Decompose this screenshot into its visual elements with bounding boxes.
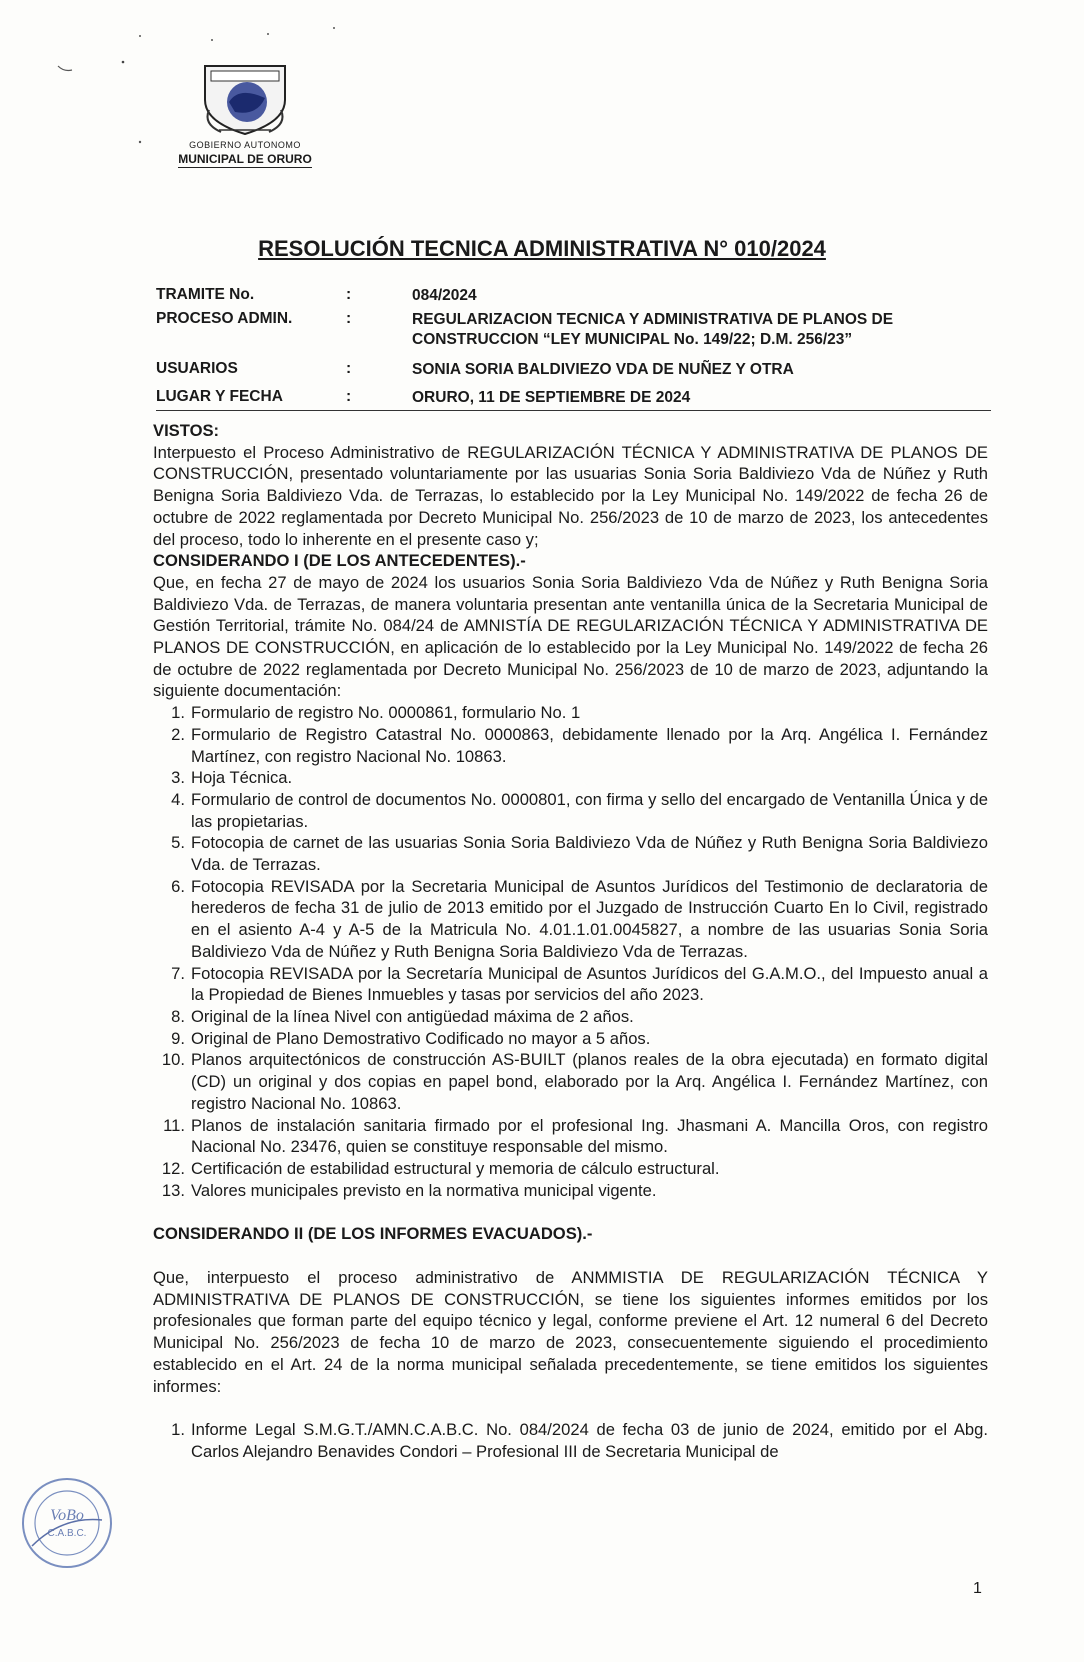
vistos-paragraph: Interpuesto el Proceso Administrativo de REGULARIZACIÓN TÉCNICA Y ADMINISTRATIVA DE PLANOS DE CONSTRUCCIÓN, presentado voluntariamente por las usuarias Sonia Soria Baldiviezo Vda de Núñez y Ruth Benigna Soria Baldiviezo Vda. de Terrazas, lo establecido por la Ley Municipal No. 149/2022 de fecha 26 de octubre de 2022 reglamentada por Decreto Municipal No. 256/2023 de 10 de marzo de 2023, los antecedentes del proceso, todo lo inherente en el presente caso y;: [153, 442, 988, 549]
resolution-title: RESOLUCIÓN TECNICA ADMINISTRATIVA N° 010/2024: [258, 236, 826, 261]
list-text: Original de Plano Demostrativo Codificado no mayor a 5 años.: [191, 1028, 651, 1048]
list-item: [161, 1158, 988, 1180]
list-number: 9.: [171, 1028, 185, 1048]
list-text: Fotocopia REVISADA por la Secretaría Municipal de Asuntos Jurídicos del G.A.M.O., del Impuesto anual a la Propiedad de Bienes Inmuebles y tasas por servicios del año 2023.: [191, 963, 988, 1005]
list-number: 7.: [171, 963, 185, 983]
approval-stamp: [18, 1474, 116, 1572]
list-text: Formulario de control de documentos No. 0000801, con firma y sello del encargado de Ventanilla Única y de las propietarias.: [191, 789, 988, 831]
list-item: [171, 789, 988, 832]
meta-row-proceso: [156, 310, 991, 360]
page-number: 1: [973, 1580, 982, 1597]
list-number: 5.: [171, 833, 185, 853]
meta-label: TRAMITE No.: [156, 286, 255, 303]
list-number: 4.: [171, 789, 185, 809]
meta-value: REGULARIZACION TECNICA Y ADMINISTRATIVA DE PLANOS DE CONSTRUCCION “LEY MUNICIPAL No. 149/22; D.M. 256/23”: [412, 311, 894, 348]
stamp-seal-icon: [18, 1474, 116, 1572]
meta-colon: :: [346, 388, 352, 405]
considerando-1-heading: CONSIDERANDO I (DE LOS ANTECEDENTES).-: [153, 551, 526, 571]
case-metadata: [156, 286, 991, 411]
list-item: [171, 876, 988, 963]
stamp-text: VoBo: [50, 1507, 84, 1524]
list-number: 1.: [171, 703, 185, 723]
list-text: Formulario de registro No. 0000861, formulario No. 1: [191, 703, 581, 723]
list-item: [171, 832, 988, 875]
meta-colon: :: [346, 310, 352, 327]
meta-label: USUARIOS: [156, 360, 238, 377]
meta-value: ORURO, 11 DE SEPTIEMBRE DE 2024: [412, 389, 691, 406]
list-item: [171, 1419, 988, 1462]
list-number: 13.: [161, 1180, 185, 1200]
list-item: [171, 963, 988, 1006]
documentation-list: [153, 702, 988, 1201]
list-item: [171, 767, 988, 789]
list-item: [171, 1006, 988, 1028]
list-text: Informe Legal S.M.G.T./AMN.C.A.B.C. No. 084/2024 de fecha 03 de junio de 2024, emitido por el Abg. Carlos Alejandro Benavides Condori – Profesional III de Secretaria Municipal de: [191, 1420, 988, 1461]
list-number: 12.: [161, 1158, 185, 1178]
list-number: 8.: [171, 1006, 185, 1026]
vistos-heading: VISTOS:: [153, 421, 220, 440]
list-item: [171, 702, 988, 724]
list-text: Hoja Técnica.: [191, 768, 293, 788]
list-number: 1.: [171, 1420, 185, 1440]
list-item: [171, 1028, 988, 1050]
reports-list: [153, 1419, 988, 1462]
coat-of-arms-icon: [199, 60, 291, 138]
list-item: [161, 1049, 988, 1114]
list-number: 10.: [161, 1050, 185, 1070]
meta-row-usuarios: [156, 360, 991, 388]
list-text: Fotocopia de carnet de las usuarias Sonia Soria Baldiviezo Vda de Núñez y Ruth Benigna Soria Baldiviezo Vda. de Terrazas.: [191, 833, 988, 875]
meta-row-lugar-fecha: [156, 388, 991, 411]
list-item: [171, 724, 988, 767]
list-number: 6.: [171, 876, 185, 896]
considerando-2-paragraph: Que, interpuesto el proceso administrativo de ANMMISTIA DE REGULARIZACIÓN TÉCNICA Y ADMINISTRATIVA DE PLANOS DE CONSTRUCCIÓN, se tiene los siguientes informes emitidos por los profesionales que forman parte del equipo técnico y legal, conforme previene el Art. 12 numeral 6 del Decreto Municipal No. 256/2023 de fecha 10 de marzo de 2023, consecuentemente siguiendo el procedimiento establecido en el Art. 24 de la norma municipal señalada precedentemente, se tiene emitidos los siguientes informes:: [153, 1268, 988, 1396]
list-text: Formulario de Registro Catastral No. 0000863, debidamente llenado por la Arq. Angélica I. Fernández Martínez, con registro Nacional No. 10863.: [191, 724, 988, 766]
list-number: 11.: [163, 1115, 185, 1135]
considerando-2-heading: CONSIDERANDO II (DE LOS INFORMES EVACUADOS).-: [153, 1224, 593, 1244]
list-text: Valores municipales previsto en la normativa municipal vigente.: [191, 1180, 657, 1200]
list-text: Fotocopia REVISADA por la Secretaria Municipal de Asuntos Jurídicos del Testimonio de declaratoria de herederos de fecha 31 de julio de 2013 emitido por el Juzgado de Instrucción Cuarto En lo Civil, registrado en el asiento A-4 y A-5 de la Matricula No. 4.01.1.01.0045827, a nombre de las usuarias Sonia Soria Baldiviezo Vda de Núñez y Ruth Benigna Soria Baldiviezo Vda de Terrazas.: [191, 876, 988, 961]
list-number: 2.: [171, 724, 185, 744]
considerando-1-paragraph: Que, en fecha 27 de mayo de 2024 los usuarios Sonia Soria Baldiviezo Vda de Núñez y Ruth Benigna Soria Baldiviezo Vda. de Terrazas, de manera voluntaria presentan ante ventanilla única de la Secretaria Municipal de Gestión Territorial, trámite No. 084/24 de AMNISTÍA DE REGULARIZACIÓN TÉCNICA Y ADMINISTRATIVA DE PLANOS DE CONSTRUCCIÓN, en aplicación de lo establecido por la Ley Municipal No. 149/2022 de fecha 26 de octubre de 2022 reglamentada por Decreto Municipal No. 256/2023 de 10 de marzo de 2023, adjuntando la siguiente documentación:: [153, 572, 988, 701]
meta-label: PROCESO ADMIN.: [156, 310, 293, 327]
list-item: [161, 1180, 988, 1202]
meta-value: SONIA SORIA BALDIVIEZO VDA DE NUÑEZ Y OTRA: [412, 361, 794, 378]
meta-row-tramite: [156, 286, 991, 310]
list-text: Original de la línea Nivel con antigüedad máxima de 2 años.: [191, 1006, 634, 1026]
list-item: [163, 1115, 988, 1158]
meta-label: LUGAR Y FECHA: [156, 388, 283, 405]
stamp-initials: C.A.B.C.: [47, 1528, 87, 1539]
logo-line-2: MUNICIPAL DE ORURO: [178, 152, 312, 166]
meta-colon: :: [346, 360, 352, 377]
list-text: Certificación de estabilidad estructural y memoria de cálculo estructural.: [191, 1158, 720, 1178]
meta-colon: :: [346, 286, 352, 303]
document-body: [153, 420, 988, 1463]
logo-line-1: GOBIERNO AUTONOMO: [189, 140, 301, 150]
meta-value: 084/2024: [412, 287, 477, 304]
list-text: Planos arquitectónicos de construcción AS-BUILT (planos reales de la obra ejecutada) en formato digital (CD) un original y dos copias en papel bond, elaborado por la Arq. Angélica I. Fernández Martínez, con registro Nacional No. 10863.: [191, 1050, 988, 1113]
municipal-logo: [165, 60, 325, 180]
list-text: Planos de instalación sanitaria firmado por el profesional Ing. Jhasmani A. Mancilla Oros, con registro Nacional No. 23476, quien se constituye responsable del mismo.: [191, 1115, 988, 1157]
list-number: 3.: [171, 768, 185, 788]
